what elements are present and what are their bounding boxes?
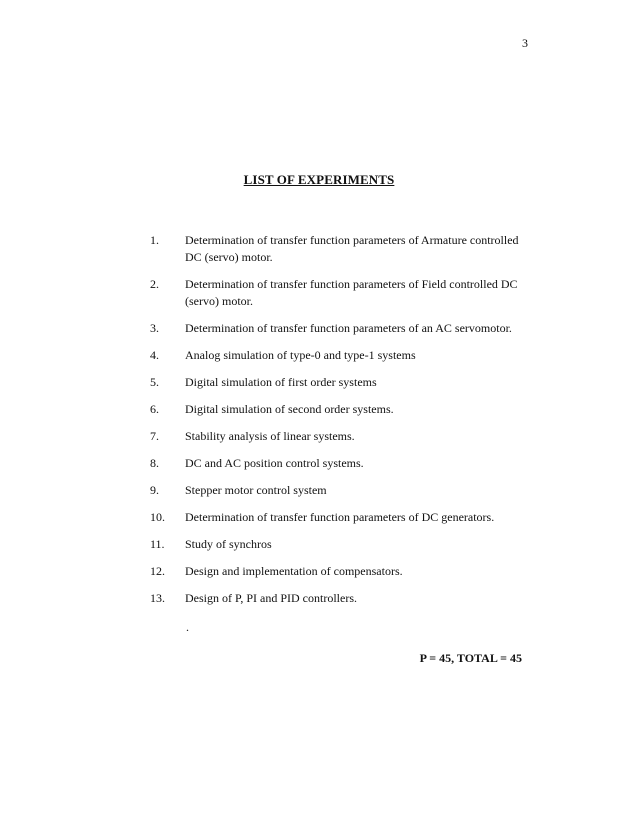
item-text: Determination of transfer function parameters of Armature controlled DC (servo) motor. bbox=[185, 233, 519, 264]
list-item bbox=[150, 482, 520, 499]
list-item bbox=[150, 563, 520, 580]
item-number: 4. bbox=[150, 348, 159, 362]
item-text: Determination of transfer function parameters of Field controlled DC (servo) motor. bbox=[185, 277, 518, 308]
item-number: 6. bbox=[150, 402, 159, 416]
list-item bbox=[150, 509, 520, 526]
list-item bbox=[150, 536, 520, 553]
item-text: Determination of transfer function parameters of DC generators. bbox=[185, 510, 495, 524]
item-number: 2. bbox=[150, 277, 159, 291]
item-number: 8. bbox=[150, 456, 159, 470]
page-title: LIST OF EXPERIMENTS bbox=[243, 172, 395, 187]
list-item bbox=[150, 232, 520, 266]
item-text: Stability analysis of linear systems. bbox=[185, 429, 355, 443]
item-number: 13. bbox=[150, 591, 165, 605]
list-item bbox=[150, 455, 520, 472]
experiment-list bbox=[150, 232, 520, 617]
list-item bbox=[150, 401, 520, 418]
list-item bbox=[150, 276, 520, 310]
list-item bbox=[150, 347, 520, 364]
item-number: 1. bbox=[150, 233, 159, 247]
item-text: Design of P, PI and PID controllers. bbox=[185, 591, 357, 605]
item-number: 11. bbox=[150, 537, 165, 551]
item-text: Design and implementation of compensators. bbox=[185, 564, 403, 578]
list-item bbox=[150, 428, 520, 445]
item-text: Determination of transfer function parameters of an AC servomotor. bbox=[185, 321, 512, 335]
item-text: Study of synchros bbox=[185, 537, 272, 551]
item-number: 10. bbox=[150, 510, 165, 524]
page-number: 3 bbox=[522, 36, 528, 50]
item-text: Digital simulation of first order systems bbox=[185, 375, 377, 389]
item-text: Stepper motor control system bbox=[185, 483, 327, 497]
list-item bbox=[150, 590, 520, 607]
total-hours: P = 45, TOTAL = 45 bbox=[419, 651, 522, 665]
item-number: 7. bbox=[150, 429, 159, 443]
item-number: 9. bbox=[150, 483, 159, 497]
item-number: 5. bbox=[150, 375, 159, 389]
list-item bbox=[150, 374, 520, 391]
stray-mark: . bbox=[186, 620, 189, 634]
item-text: Digital simulation of second order systems. bbox=[185, 402, 394, 416]
item-text: Analog simulation of type-0 and type-1 systems bbox=[185, 348, 416, 362]
item-text: DC and AC position control systems. bbox=[185, 456, 364, 470]
item-number: 3. bbox=[150, 321, 159, 335]
list-item bbox=[150, 320, 520, 337]
item-number: 12. bbox=[150, 564, 165, 578]
